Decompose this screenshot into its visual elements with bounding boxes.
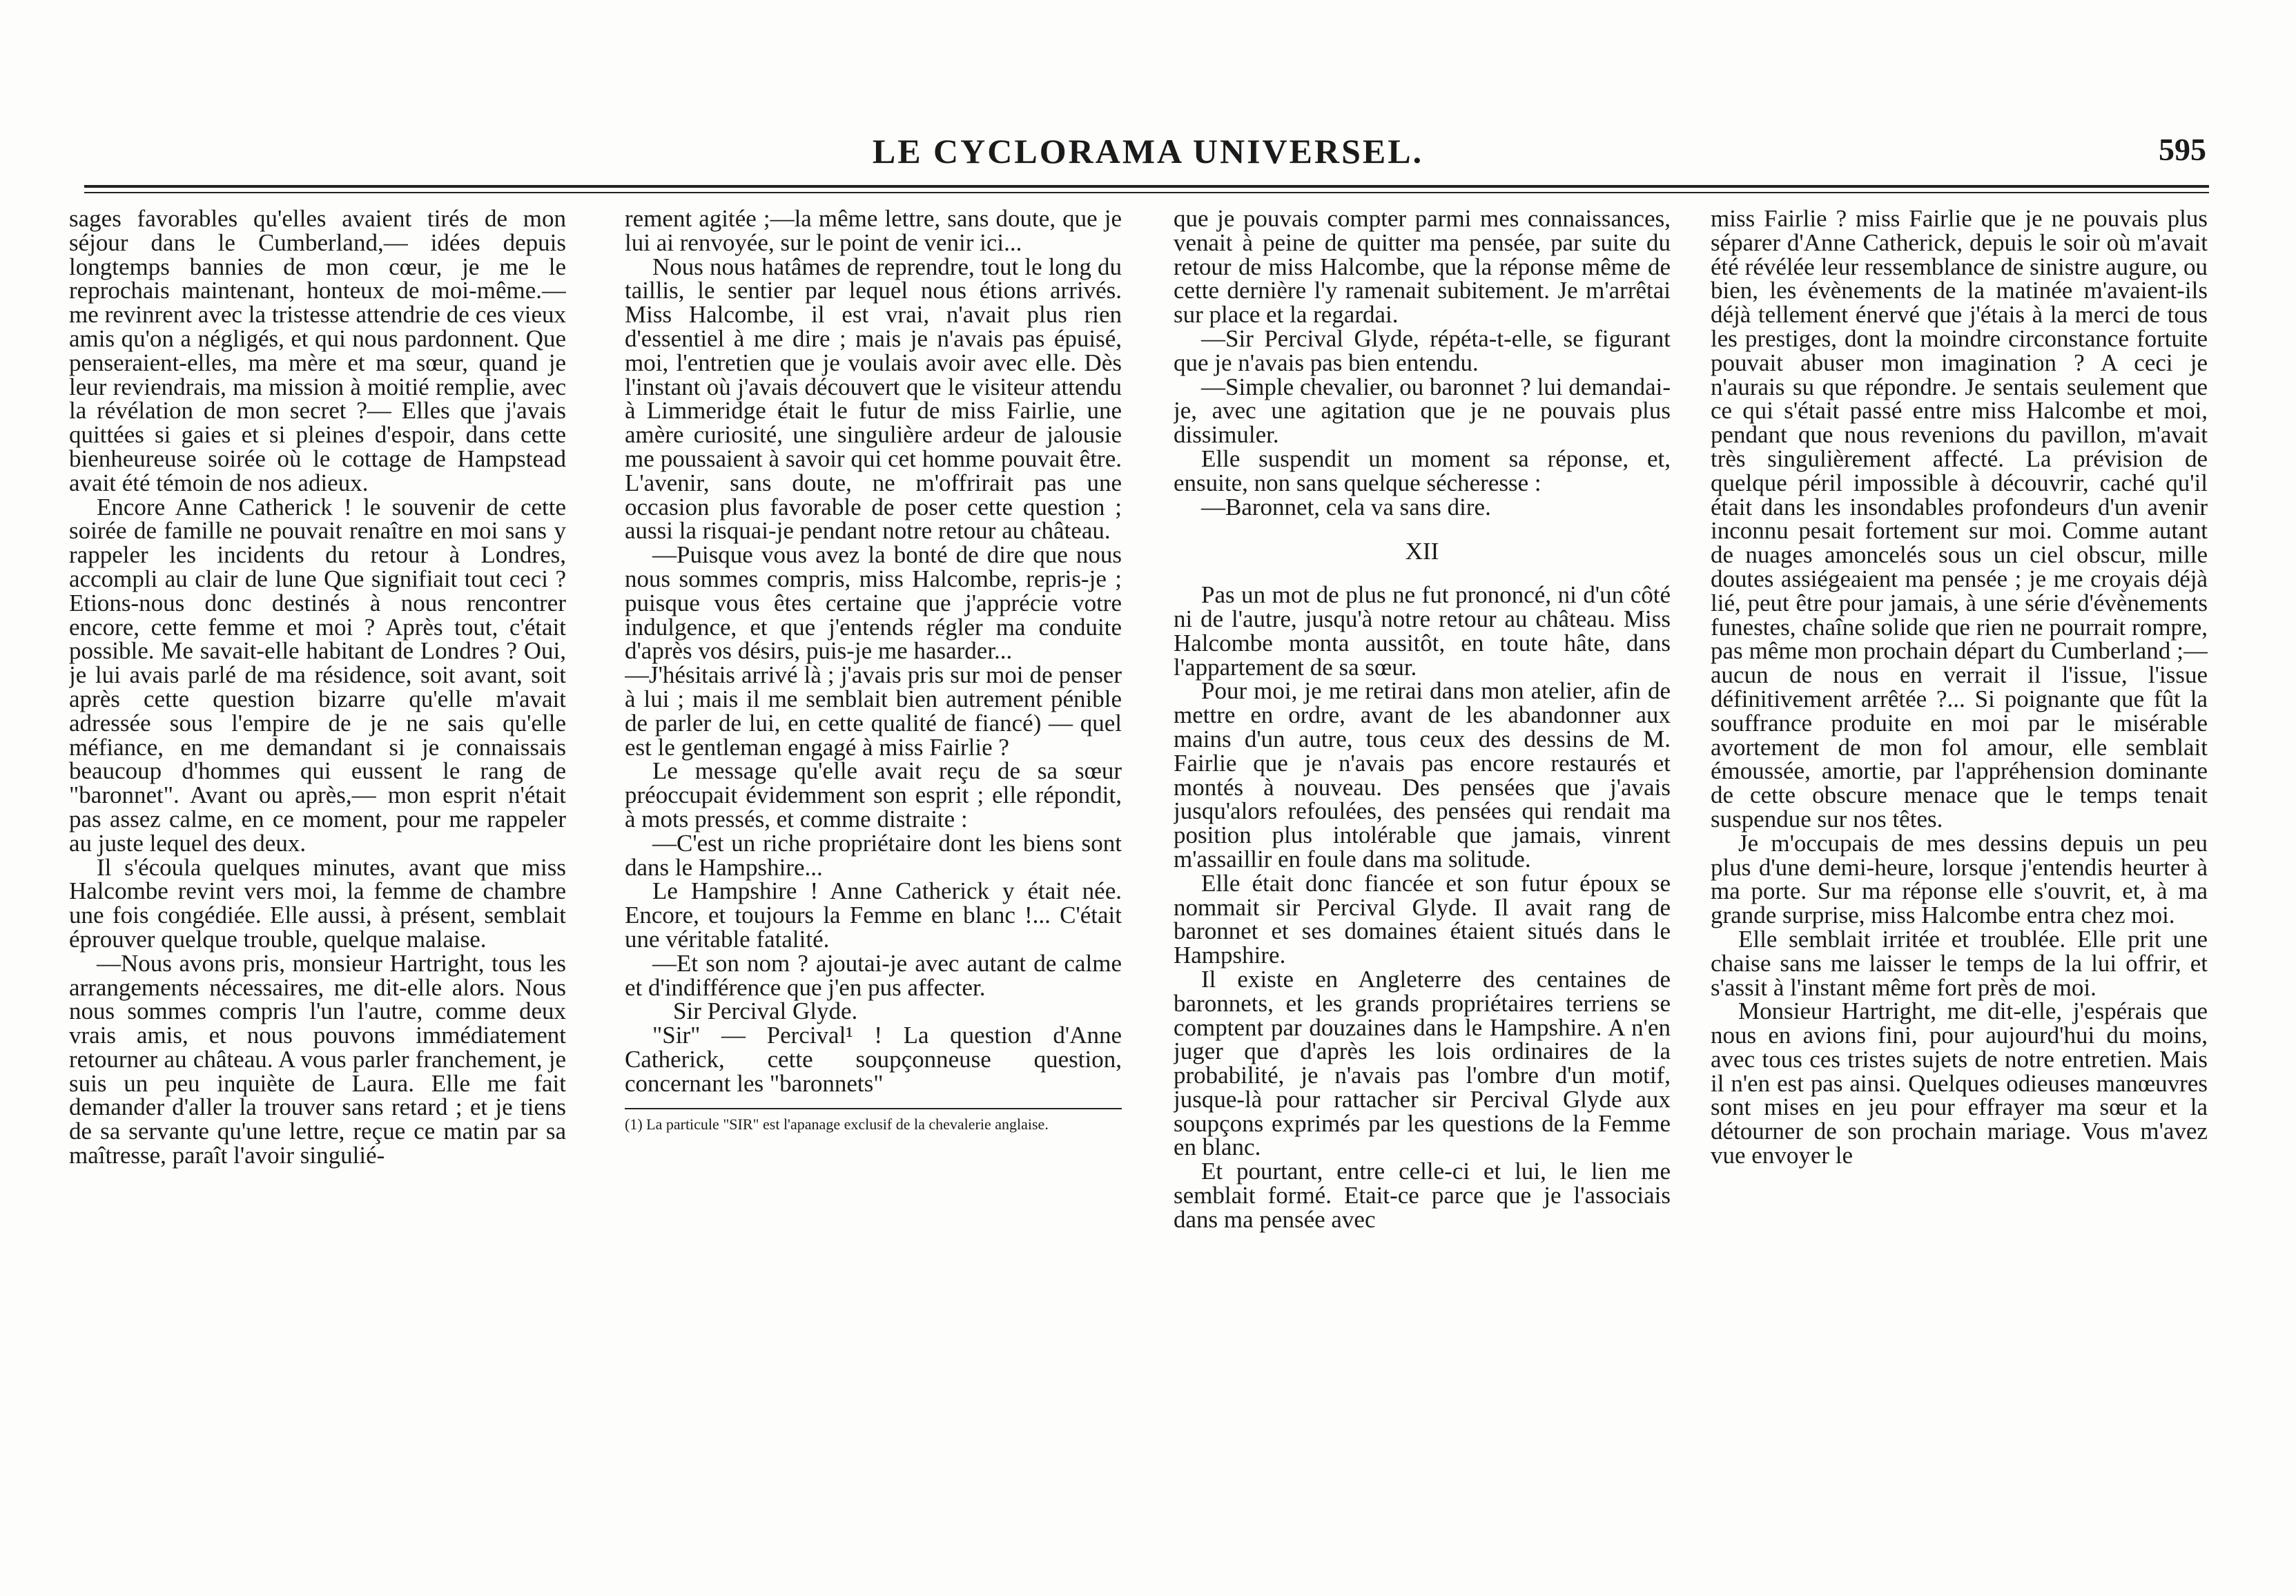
paragraph: sages favorables qu'elles avaient tirés de mon séjour dans le Cumberland,— idées depuis longtemps bannies de mon cœur, je me le reprochais maintenant, honteux de moi-même.— me revinrent avec la tristesse attendrie de ces vieux amis qu'on a négligés, et qui nous pardonnent. Que penseraient-elles, ma mère et ma sœur, quand je leur reviendrais, ma mission à moitié remplie, avec la révélation de mon secret ?— Elles que j'avais quittées si gaies et si pleines d'espoir, dans cette bienheureuse soirée où le cottage de Hampstead avait été témoin de nos adieux. (69, 207, 566, 496)
text-column-4 (1711, 207, 2208, 1477)
paragraph: —Baronnet, cela va sans dire. (1201, 493, 1491, 520)
paragraph: Et pourtant, entre celle-ci et lui, le lien me semblait formé. Etait-ce parce que je l'associais dans ma pensée avec (1174, 1158, 1671, 1233)
page-header (0, 124, 2296, 186)
paragraph: Elle suspendit un moment sa réponse, et, ensuite, non sans quelque sécheresse : (1174, 445, 1671, 496)
journal-title: LE CYCLORAMA UNIVERSEL. (872, 132, 1424, 171)
paragraph: rement agitée ;—la même lettre, sans doute, que je lui ai renvoyée, sur le point de venir ici... (625, 207, 1122, 256)
paragraph: —Puisque vous avez la bonté de dire que nous nous sommes compris, miss Halcombe, repris-je ; puisque vous êtes certaine que j'apprécie votre indulgence, et que j'entends régler ma conduite d'après vos désirs, puis-je me hasarder... (625, 541, 1122, 665)
header-rule-thick (84, 185, 2209, 188)
paragraph: Elle semblait irritée et troublée. Elle prit une chaise sans me laisser le temps de la lui offrir, et s'assit à l'instant même fort près de moi. (1711, 925, 2208, 1001)
paragraph: Nous nous hatâmes de reprendre, tout le long du taillis, le sentier par lequel nous étions arrivés. Miss Halcombe, il est vrai, n'avait plus rien d'essentiel à me dire ; mais je n'avais pas épuisé, moi, l'entretien que je voulais avoir avec elle. Dès l'instant où j'avais découvert que le visiteur attendu à Limmeridge était le futur de miss Fairlie, une amère curiosité, une singulière ardeur de jalousie me poussaient à savoir qui cet homme pouvait être. L'avenir, sans doute, ne m'offrirait pas une occasion plus favorable de poser cette question ; aussi la risquai-je pendant notre retour au château. (625, 253, 1122, 545)
paragraph: miss Fairlie ? miss Fairlie que je ne pouvais plus séparer d'Anne Catherick, depuis le soir où m'avait été révélée leur ressemblance de sinistre augure, ou bien, les évènements de la matinée m'avaient-ils déjà tellement énervé que j'étais à la merci de tous les prestiges, dont la moindre circonstance fortuite pouvait abuser mon imagination ? A ceci je n'aurais su que répondre. Je sentais seulement que ce qui s'était passé entre miss Halcombe et moi, pendant que nous revenions du pavillon, m'avait très singulièrement affecté. La prévision de quelque péril impossible à découvrir, caché qu'il était dans les insondables profondeurs d'un avenir inconnu pesait fortement sur moi. Comme autant de nuages amoncelés sous un ciel obscur, mille doutes assiégeaient ma pensée ; je me croyais déjà lié, peut être pour jamais, à une série d'évènements funestes, chaîne solide que rien ne pourrait rompre, pas même mon prochain départ du Cumberland ;— aucun de nous en verrait il l'issue, l'issue définitivement arrêtée ?... Si poignante que fût la souffrance produite en moi par le misérable avortement de mon fol amour, elle semblait émoussée, amortie, par l'appréhension dominante de cette obscure menace que le temps tenait suspendue sur nos têtes. (1711, 207, 2208, 833)
paragraph: —Et son nom ? ajoutai-je avec autant de calme et d'indifférence que j'en pus affecter. (625, 949, 1122, 1001)
paragraph: —Simple chevalier, ou baronnet ? lui demandai-je, avec une agitation que je ne pouvais plus dissimuler. (1174, 373, 1671, 449)
paragraph: que je pouvais compter parmi mes connaissances, venait à peine de quitter ma pensée, par suite du retour de miss Halcombe, que la réponse même de cette dernière l'y ramenait subitement. Je m'arrêtai sur place et la regardai. (1174, 207, 1671, 329)
footnote: (1) La particule "SIR" est l'apanage exclusif de la chevalerie anglaise. (625, 1116, 1049, 1133)
header-rule-thin (84, 192, 2209, 193)
paragraph: Sir Percival Glyde. (673, 998, 858, 1025)
paragraph: Monsieur Hartright, me dit-elle, j'espérais que nous en avions fini, pour aujourd'hui du moins, avec tous ces tristes sujets de notre entretien. Mais il n'en est pas ainsi. Quelques odieuses manœuvres sont mises en jeu pour effrayer ma sœur et la détourner de son prochain mariage. Vous m'avez vue envoyer le (1711, 998, 2208, 1169)
paragraph: Elle était donc fiancée et son futur époux se nommait sir Percival Glyde. Il avait rang de baronnet et ses domaines étaient situés dans le Hampshire. (1174, 869, 1671, 969)
paragraph: —Sir Percival Glyde, répéta-t-elle, se figurant que je n'avais pas bien entendu. (1174, 324, 1671, 376)
text-column-3 (1174, 207, 1671, 1477)
footnote-rule (625, 1108, 1122, 1109)
paragraph: —C'est un riche propriétaire dont les biens sont dans le Hampshire... (625, 829, 1122, 881)
text-column-2 (625, 207, 1122, 1477)
paragraph: Pas un mot de plus ne fut prononcé, ni d'un côté ni de l'autre, jusqu'à notre retour au château. Miss Halcombe monta aussitôt, en toute hâte, dans l'appartement de sa sœur. (1174, 581, 1671, 681)
paragraph: Il s'écoula quelques minutes, avant que miss Halcombe revint vers moi, la femme de chambre une fois congédiée. Elle aussi, à présent, semblait éprouver quelque trouble, quelque malaise. (69, 853, 566, 953)
paragraph: Encore Anne Catherick ! le souvenir de cette soirée de famille ne pouvait renaître en moi sans y rappeler les incidents du retour à Londres, accompli au clair de lune Que signifiait tout ceci ? Etions-nous donc destinés à nous rencontrer encore, cette femme et moi ? Après tout, c'était possible. Me savait-elle habitant de Londres ? Oui, je lui avais parlé de ma résidence, soit avant, soit après cette question bizarre qu'elle m'avait adressée sous l'empire de je ne sais qu'elle méfiance, en me demandant si je connaissais beaucoup d'hommes qui eussent le rang de "baronnet". Avant ou après,— mon esprit n'était pas assez calme, en ce moment, pour me rappeler au juste lequel des deux. (69, 493, 566, 857)
paragraph: Le Hampshire ! Anne Catherick y était née. Encore, et toujours la Femme en blanc !... C'était une véritable fatalité. (625, 877, 1122, 953)
text-column-1 (69, 207, 566, 1477)
paragraph: Je m'occupais de mes dessins depuis un peu plus d'une demi-heure, lorsque j'entendis heurter à ma porte. Sur ma réponse elle s'ouvrit, et, à ma grande surprise, miss Halcombe entra chez moi. (1711, 829, 2208, 929)
chapter-heading: XII (1405, 538, 1439, 565)
paragraph: Pour moi, je me retirai dans mon atelier, afin de mettre en ordre, avant de les abandonner aux mains d'un autre, tous ceux des dessins de M. Fairlie que je n'avais pas encore restaurés et montés à nouveau. Des pensées que j'avais jusqu'alors refoulées, des pensées qui rendait ma position plus intolérable que jamais, vinrent m'assaillir en foule dans ma solitude. (1174, 677, 1671, 873)
paragraph: —Nous avons pris, monsieur Hartright, tous les arrangements nécessaires, me dit-elle alors. Nous nous sommes compris l'un l'autre, comme deux vrais amis, et nous pouvons immédiatement retourner au château. A vous parler franchement, je suis un peu inquiète de Laura. Elle me fait demander d'aller la trouver sans retard ; et je tiens de sa servante qu'une lettre, reçue ce matin par sa maîtresse, paraît l'avoir singulié- (69, 949, 566, 1169)
paragraph: Le message qu'elle avait reçu de sa sœur préoccupait évidemment son esprit ; elle répondit, à mots pressés, et comme distraite : (625, 757, 1122, 833)
paragraph: "Sir" — Percival¹ ! La question d'Anne Catherick, cette soupçonneuse question, concernant les "baronnets" (625, 1022, 1122, 1097)
paragraph: Il existe en Angleterre des centaines de baronnets, et les grands propriétaires terriens se comptent par douzaines dans le Hampshire. A n'en juger que d'après les lois ordinaires de la probabilité, je n'avais pas l'ombre d'un motif, jusque-là pour rattacher sir Percival Glyde aux soupçons exprimés par les questions de la Femme en blanc. (1174, 965, 1671, 1161)
paragraph: —J'hésitais arrivé là ; j'avais pris sur moi de penser à lui ; mais il me semblait bien autrement pénible de parler de lui, en cette qualité de fiancé) — quel est le gentleman engagé à miss Fairlie ? (625, 661, 1122, 761)
page-number: 595 (2159, 132, 2206, 167)
